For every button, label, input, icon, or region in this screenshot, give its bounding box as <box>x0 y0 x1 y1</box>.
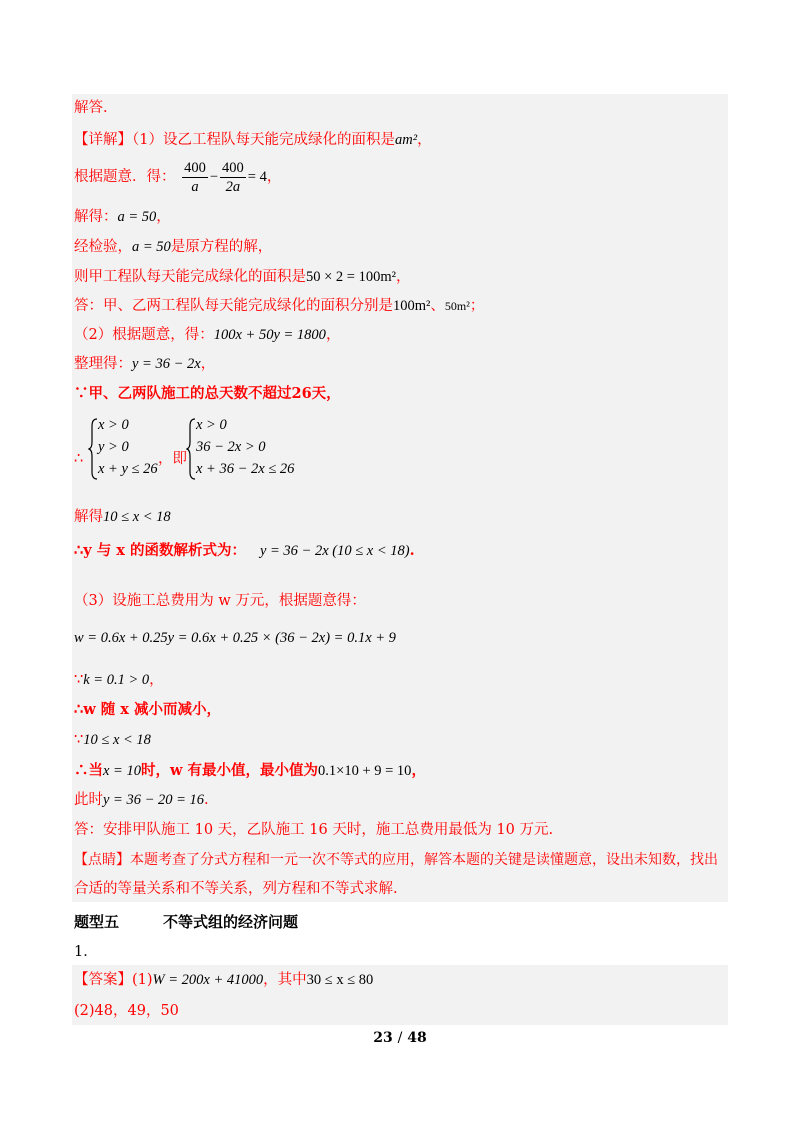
inequality-system-1 <box>98 414 158 480</box>
comment-label: 【点睛】 <box>74 852 130 868</box>
text: ， <box>156 209 171 225</box>
math: w = 0.6x + 0.25y = 0.6x + 0.25 × (36 − 2x) = 0.1x + 9 <box>74 630 396 646</box>
inequality-system-2 <box>196 414 294 480</box>
math: 10 ≤ x < 18 <box>83 732 151 748</box>
math: y = 36 − 2x <box>132 356 201 372</box>
text: ， <box>149 672 164 688</box>
text-line: 解答. <box>74 100 108 116</box>
text: 整理得： <box>74 356 132 372</box>
equation-line <box>74 158 281 196</box>
text-line: （3）设施工总费用为 w 万元，根据题意得： <box>74 593 366 609</box>
text: 时，w 有最小值，最小值为 <box>140 762 319 779</box>
text-line <box>74 207 171 227</box>
text-line <box>74 507 171 527</box>
math: k = 0.1 > 0 <box>83 672 150 688</box>
text: ， <box>417 132 432 148</box>
comment-line <box>74 850 718 870</box>
left-brace-icon <box>186 418 196 480</box>
text: ， <box>411 762 426 779</box>
math: 100m² <box>393 298 431 314</box>
text-line <box>74 354 215 374</box>
text-line <box>74 541 415 561</box>
math: 50m² <box>444 299 470 313</box>
text: ， <box>325 327 341 343</box>
answer-line: 答：安排甲队施工 10 天，乙队施工 16 天时，施工总费用最低为 10 万元. <box>74 822 554 838</box>
minus: − <box>209 169 219 185</box>
inequality: x > 0 <box>196 417 227 433</box>
detail-line <box>74 130 432 150</box>
text: . <box>204 792 209 808</box>
section-heading <box>74 911 298 932</box>
text: . <box>409 542 415 559</box>
therefore-symbol: ∴ <box>74 451 84 467</box>
text-line: ∴w 随 x 减小而减小， <box>74 701 221 718</box>
inequality: 36 − 2x > 0 <box>196 439 266 455</box>
text-line <box>74 670 164 690</box>
detail-label: 【详解】 <box>74 132 132 148</box>
math: a = 50 <box>117 209 157 225</box>
math: x = 10 <box>103 763 141 779</box>
text: 此时 <box>74 792 103 808</box>
text: ，其中 <box>263 972 307 988</box>
math: y = 36 − 20 = 16 <box>103 792 205 808</box>
denominator: a <box>191 178 199 195</box>
text: 根据题意．得： <box>74 169 176 185</box>
numerator: 400 <box>184 159 206 176</box>
text-line <box>74 296 484 316</box>
text-line <box>74 790 209 810</box>
text-line <box>74 325 340 345</box>
text: 解得 <box>74 509 103 525</box>
text-line <box>74 761 426 781</box>
text: ， <box>200 356 216 372</box>
comment-line: 合适的等量关系和不等关系，列方程和不等式求解. <box>74 881 398 897</box>
math: 10 ≤ x < 18 <box>103 509 171 525</box>
math: am² <box>394 132 418 148</box>
section-subtitle: 不等式组的经济问题 <box>163 913 299 931</box>
text: （2）根据题意，得： <box>74 327 214 343</box>
inequality: y > 0 <box>98 439 129 455</box>
text: 则甲工程队每天能完成绿化的面积是 <box>74 269 306 285</box>
text: 本题考查了分式方程和一元一次不等式的应用，解答本题的关键是读懂题意，设出未知数，找出 <box>130 852 718 868</box>
text: (1) <box>132 972 153 988</box>
section-title: 题型五 <box>74 913 120 931</box>
text: 解得： <box>74 209 118 225</box>
page-separator: / <box>397 1030 403 1046</box>
math: a = 50 <box>132 239 171 255</box>
inequality: x + y ≤ 26 <box>98 461 158 477</box>
numerator: 400 <box>222 159 244 176</box>
text-line <box>74 730 151 750</box>
inequality: x > 0 <box>98 417 129 433</box>
current-page: 23 <box>373 1030 393 1046</box>
text-line: ∵甲、乙两队施工的总天数不超过26天， <box>74 385 341 402</box>
text: ∴y 与 x 的函数解析式为： <box>74 542 246 559</box>
denominator: 2a <box>225 178 241 195</box>
math: 50 × 2 = 100m² <box>306 269 396 285</box>
inequality: x + 36 − 2x ≤ 26 <box>196 461 295 477</box>
math: 30 ≤ x ≤ 80 <box>306 972 374 988</box>
math: 100x + 50y = 1800 <box>213 327 326 343</box>
text-line <box>74 237 272 257</box>
text: 、 <box>430 298 445 314</box>
text: ∵ <box>74 672 84 688</box>
text: 是原方程的解， <box>170 239 273 255</box>
text: ， <box>266 169 282 185</box>
text: 答：甲、乙两工程队每天能完成绿化的面积分别是 <box>74 298 393 314</box>
answer-line: (2)48，49，50 <box>74 1003 179 1019</box>
text: ∵ <box>74 732 84 748</box>
text-line <box>74 267 410 287</box>
math: 0.1×10 + 9 = 10 <box>318 763 412 779</box>
left-brace-icon <box>88 418 98 480</box>
total-pages: 48 <box>407 1030 427 1046</box>
page-number <box>0 1030 800 1046</box>
text: ； <box>469 298 485 314</box>
question-number: 1． <box>74 944 98 960</box>
math: W = 200x + 41000 <box>152 972 264 988</box>
text: （1）设乙工程队每天能完成绿化的面积是 <box>132 132 395 148</box>
fraction <box>220 159 246 196</box>
math: y = 36 − 2x (10 ≤ x < 18) <box>259 543 410 559</box>
answer-line <box>74 970 373 990</box>
text: ， <box>395 269 411 285</box>
answer-label: 【答案】 <box>74 972 132 988</box>
text: 经检验， <box>74 239 132 255</box>
fraction <box>182 159 208 196</box>
text: ，即 <box>158 451 187 467</box>
math: = 4 <box>247 169 267 185</box>
text: ∴当 <box>74 762 103 779</box>
equation-line <box>74 628 396 648</box>
